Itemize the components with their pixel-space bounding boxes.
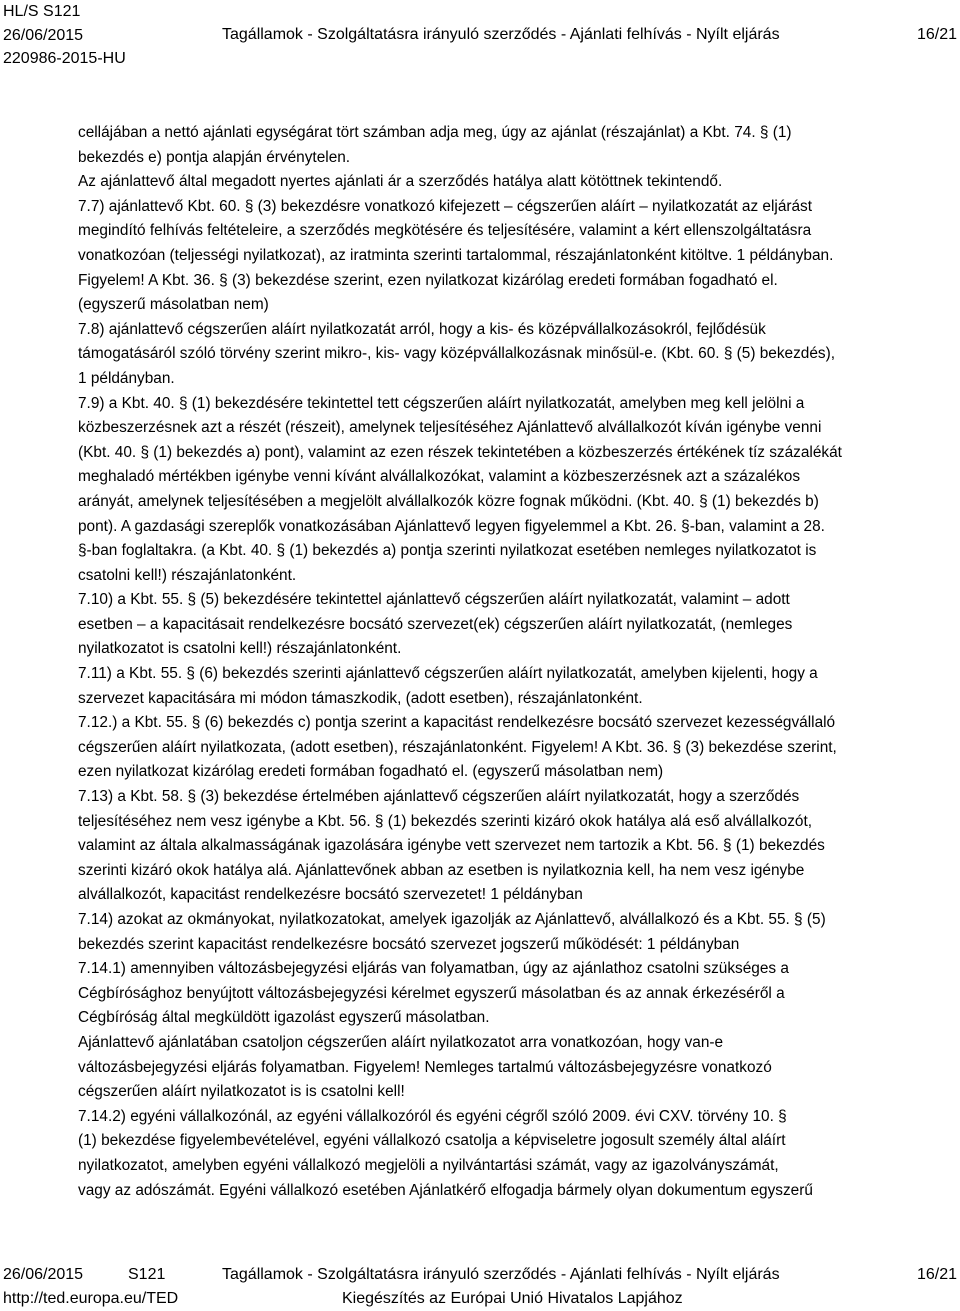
body-line: közbeszerzésnek azt a részét (részeit), amelynek teljesítéséhez Ajánlattevő alvállalkozót kíván igénybe venni: [78, 419, 822, 437]
body-line: esetben – a kapacitásait rendelkezésre bocsátó szervezet(ek) cégszerűen aláírt nyilatkozatát, (nemleges: [78, 615, 793, 633]
body-line: bekezdés e) pontja alapján érvénytelen.: [78, 148, 351, 166]
body-line: 7.9) a Kbt. 40. § (1) bekezdésére tekintettel tett cégszerűen aláírt nyilatkozatát, amelyben meg kell jelölni a: [78, 394, 805, 412]
body-line: ezen nyilatkozat kizárólag eredeti formában fogadható el. (egyszerű másolatban nem): [78, 763, 664, 781]
body-line: nyilatkozatot, amelyben egyéni vállalkozó megjelöli a nyilvántartási számát, vagy az igazolványszámát,: [78, 1156, 779, 1174]
body-line: Cégbírósághoz benyújtott változásbejegyzési kérelmet egyszerű másolatban és az annak érkezéséről a: [78, 984, 785, 1002]
body-line: 7.14.1) amennyiben változásbejegyzési eljárás van folyamatban, úgy az ajánlathoz csatolni szükséges a: [78, 960, 789, 978]
body-line: teljesítéséhez nem vesz igénybe a Kbt. 56. § (1) bekezdés szerinti kizáró okok hatálya alá eső alvállalkozót,: [78, 812, 813, 830]
footer-title: Tagállamok - Szolgáltatásra irányuló szerződés - Ajánlati felhívás - Nyílt eljárás: [222, 1266, 780, 1283]
body-line: meghaladó mértékben igénybe venni kívánt alvállalkozókat, valamint a közbeszerzésnek azt a százalékos: [78, 468, 801, 486]
body-line: 1 példányban.: [78, 369, 175, 387]
body-line: 7.10) a Kbt. 55. § (5) bekezdésére tekintettel ajánlattevő cégszerűen aláírt nyilatkozatát, valamint – adott: [78, 591, 790, 609]
body-line: 7.12.) a Kbt. 55. § (6) bekezdés c) pontja szerint a kapacitást rendelkezésre bocsátó szervezet kezességvállaló: [78, 714, 836, 732]
body-line: szervezet kapacitására mi módon támaszkodik, (adott esetben), részajánlatonként.: [78, 689, 643, 707]
body-line: alvállalkozót, kapacitást rendelkezésre bocsátó szervezetet! 1 példányban: [78, 886, 583, 904]
body-line: 7.7) ajánlattevő Kbt. 60. § (3) bekezdésre vonatkozó kifejezett – cégszerűen aláírt – nyilatkozatát az eljárást: [78, 197, 813, 215]
footer-url: http://ted.europa.eu/TED: [3, 1290, 179, 1307]
body-line: pont). A gazdasági szereplők vonatkozásában Ajánlattevő legyen figyelemmel a Kbt. 26. §-ban, valamint a 28.: [78, 517, 825, 535]
body-line: 7.8) ajánlattevő cégszerűen aláírt nyilatkozatát arról, hogy a kis- és középvállalkozásokról, fejlődésük: [78, 320, 766, 338]
body-line: Cégbíróság által megküldött igazolást egyszerű másolatban.: [78, 1009, 490, 1027]
body-line: cégszerűen aláírt nyilatkozata, (adott esetben), részajánlatonként. Figyelem! A Kbt. 36. § (3) bekezdése szerint,: [78, 738, 837, 756]
body-line: Ajánlattevő ajánlatában csatoljon cégszerűen aláírt nyilatkozatot arra vonatkozóan, hogy van-e: [78, 1033, 724, 1051]
body-line: nyilatkozatot is csatolni kell!) részajánlatonként.: [78, 640, 402, 658]
page-header: [3, 0, 126, 71]
body-line: változásbejegyzési eljárás folyamatban. Figyelem! Nemleges tartalmú változásbejegyzésre vonatkozó: [78, 1058, 772, 1076]
body-line: csatolni kell!) részajánlatonként.: [78, 566, 297, 584]
body-line: bekezdés szerint kapacitást rendelkezésre bocsátó szervezet jogszerű működését: 1 példányban: [78, 935, 740, 953]
body-line: 7.14) azokat az okmányokat, nyilatkozatokat, amelyek igazolják az Ajánlattevő, alvállalkozó és a Kbt. 55. § (5): [78, 911, 826, 928]
body-line: cégszerűen aláírt nyilatkozatot is is csatolni kell!: [78, 1083, 405, 1101]
body-line: arányát, amelynek teljesítésében a megjelölt alvállalkozók közre fognak működni. (Kbt. 40. § (1) bekezdés b): [78, 492, 819, 510]
footer-date: 26/06/2015: [3, 1266, 84, 1283]
body-line: (1) bekezdése figyelembevételével, egyéni vállalkozó csatolja a képviseletre jogosult személy által aláírt: [78, 1132, 786, 1150]
footer-page-number: 16/21: [916, 1266, 957, 1283]
body-line: 7.14.2) egyéni vállalkozónál, az egyéni vállalkozóról és egyéni cégről szóló 2009. évi CXV. törvény 10. §: [78, 1107, 787, 1125]
body-line: §-ban foglaltakra. (a Kbt. 40. § (1) bekezdés a) pontja szerinti nyilatkozat esetében nemleges nyilatkozatot is: [78, 542, 817, 560]
body-line: vonatkozóan (teljességi nyilatkozat), az iratminta szerinti tartalommal, részajánlatonként kitöltve. 1 példányban.: [78, 246, 834, 264]
body-line: 7.13) a Kbt. 58. § (3) bekezdése értelmében ajánlattevő cégszerűen aláírt nyilatkozatát, hogy a szerződés: [78, 788, 800, 806]
document-body: [78, 121, 940, 1203]
header-title: Tagállamok - Szolgáltatásra irányuló szerződés - Ajánlati felhívás - Nyílt eljárás: [222, 26, 780, 43]
body-line: valamint az általa alkalmasságának igazolására igénybe vett szervezet nem tartozik a Kbt. 56. § (1) bekezdés: [78, 837, 825, 855]
body-line: vagy az adószámát. Egyéni vállalkozó esetében Ajánlatkérő elfogadja bármely olyan dokumentum egyszerű: [78, 1181, 813, 1199]
body-line: megindító felhívás feltételeire, a szerződés megkötésére és teljesítésére, valamint a kért ellenszolgáltatásra: [78, 222, 812, 240]
body-line: 7.11) a Kbt. 55. § (6) bekezdés szerinti ajánlattevő cégszerűen aláírt nyilatkozatát, amelyben kijelenti, hogy a: [78, 665, 818, 683]
document-id: 220986-2015-HU: [3, 50, 126, 67]
body-line: (Kbt. 40. § (1) bekezdés a) pont), valamint az ezen részek tekintetében a közbeszerzés értékének tíz százalékát: [78, 443, 842, 461]
header-page-number: 16/21: [916, 26, 957, 43]
body-line: támogatásáról szóló törvény szerint mikro-, kis- vagy középvállalkozásnak minősül-e. (Kbt. 60. § (5) bekezdés),: [78, 345, 836, 363]
body-line: (egyszerű másolatban nem): [78, 296, 269, 314]
body-line: Figyelem! A Kbt. 36. § (3) bekezdése szerint, ezen nyilatkozat kizárólag eredeti formában fogadható el.: [78, 271, 778, 289]
body-line: Az ajánlattevő által megadott nyertes ajánlati ár a szerződés hatálya alatt kötöttnek tekintendő.: [78, 173, 723, 191]
header-date: 26/06/2015: [3, 26, 84, 44]
body-line: cellájában a nettó ajánlati egységárat tört számban adja meg, úgy az ajánlat (részajánlat) a Kbt. 74. § (1): [78, 124, 792, 141]
footer-subtitle: Kiegészítés az Európai Unió Hivatalos Lapjához: [342, 1290, 683, 1307]
body-line: szerinti kizáró okok hatálya alá. Ajánlattevőnek abban az esetben is nyilatkoznia kell, ha nem vesz igénybe: [78, 861, 805, 879]
journal-ref: HL/S S121: [3, 3, 81, 20]
footer-code: S121: [128, 1266, 166, 1283]
